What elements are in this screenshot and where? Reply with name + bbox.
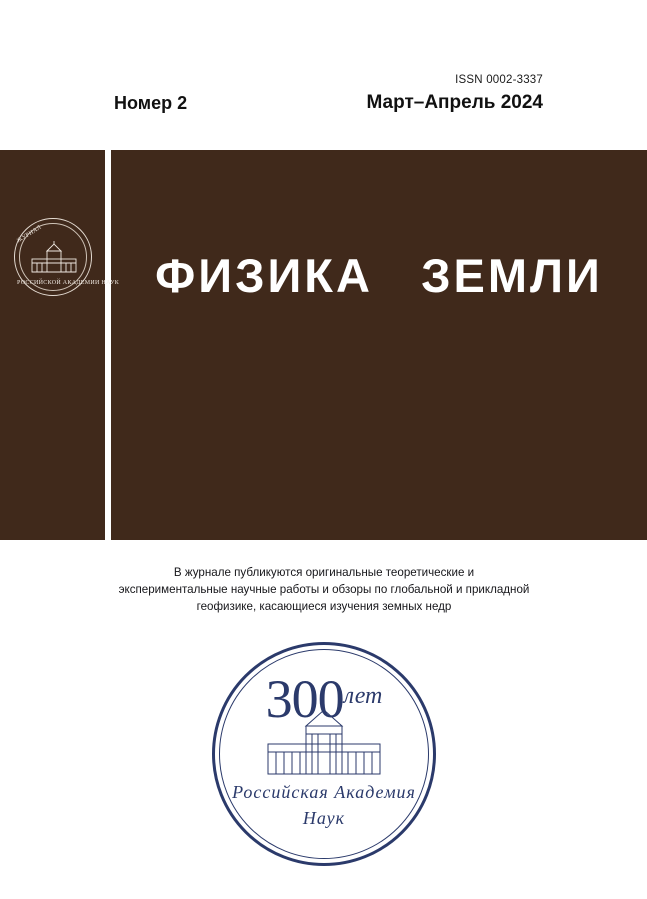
issue-number: Номер 2 bbox=[114, 93, 188, 113]
seal-bottom-text: РОССИЙСКОЙ АКАДЕМИИ НАУК bbox=[17, 280, 120, 286]
journal-description: В журнале публикуются оригинальные теоретические и экспериментальные научные работы и обзоры по глобальной и прикладной геофизике, касающиеся изучения земных недр bbox=[118, 566, 530, 613]
emblem-number-text: 300 bbox=[265, 669, 344, 729]
anniversary-emblem bbox=[212, 642, 436, 866]
page-title bbox=[111, 150, 647, 540]
seal-top-text: ЖУРНАЛ bbox=[16, 224, 43, 245]
issn-text: ISSN 0002-3337 bbox=[455, 74, 543, 86]
issue-date: Март–Апрель 2024 bbox=[366, 92, 543, 113]
journal-seal bbox=[14, 218, 120, 296]
seal-ring-text bbox=[15, 219, 120, 297]
emblem-line-1: Российская Академия bbox=[232, 782, 416, 802]
academy-building-icon bbox=[264, 704, 384, 782]
cover-header bbox=[0, 0, 647, 150]
emblem-line-2: Наук bbox=[302, 808, 346, 828]
spine-band bbox=[0, 150, 105, 540]
journal-title-text: ФИЗИКА ЗЕМЛИ bbox=[155, 249, 603, 302]
emblem-number-suffix: лет bbox=[343, 683, 383, 709]
